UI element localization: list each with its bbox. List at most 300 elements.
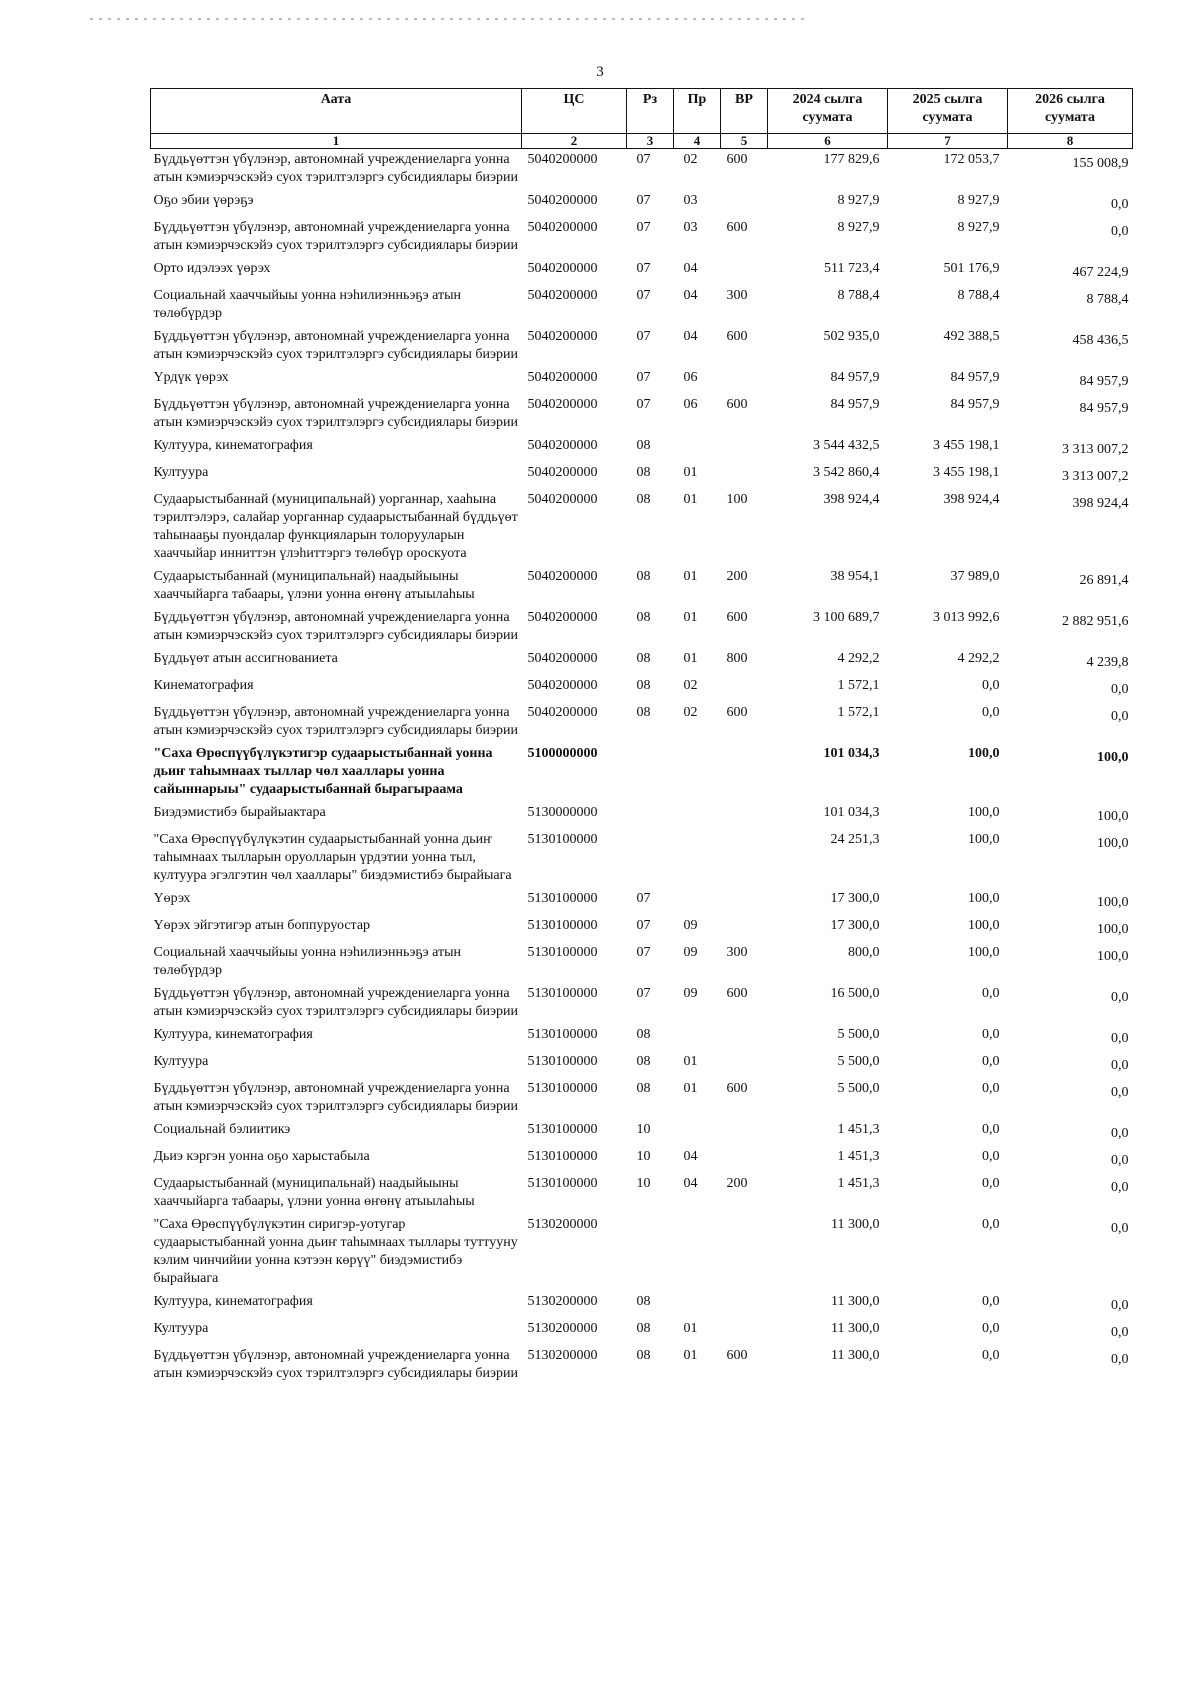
row-vr [721, 675, 768, 702]
row-amount-2025: 3 455 198,1 [933, 465, 1000, 480]
row-vr [721, 190, 768, 217]
row-amount-2024: 1 572,1 [837, 705, 880, 720]
row-rz: 07 [636, 986, 651, 1001]
table-row [151, 1345, 1133, 1386]
header-2024: 2024 сылга суумата [768, 89, 888, 134]
row-cs-code: 5130100000 [527, 1081, 598, 1096]
table-row [151, 888, 1133, 915]
row-vr [721, 1214, 768, 1291]
row-amount-2025: 3 455 198,1 [933, 438, 1000, 453]
row-vr [721, 802, 768, 829]
row-name: Социальнай хааччыйыы уонна нэһилиэнньэҕэ атын төлөбүрдэр [153, 945, 462, 978]
row-amount-2026: 0,0 [1111, 1325, 1129, 1340]
row-cs-code: 5040200000 [527, 492, 598, 507]
row-cs-code: 5040200000 [527, 651, 598, 666]
table-row [151, 1173, 1133, 1214]
row-name: Култуура [153, 1054, 209, 1069]
row-pr: 01 [683, 651, 698, 666]
row-vr: 600 [726, 610, 748, 625]
row-pr: 01 [683, 569, 698, 584]
row-amount-2025: 100,0 [968, 832, 1000, 847]
row-amount-2026: 458 436,5 [1072, 333, 1129, 348]
column-number: 3 [627, 134, 674, 149]
header-2026: 2026 сылга суумата [1008, 89, 1133, 134]
row-amount-2026: 3 313 007,2 [1062, 442, 1129, 457]
row-amount-2026: 0,0 [1111, 1126, 1129, 1141]
row-amount-2024: 84 957,9 [830, 397, 880, 412]
column-number: 1 [151, 134, 522, 149]
row-pr: 02 [683, 152, 698, 167]
row-amount-2026: 2 882 951,6 [1062, 614, 1129, 629]
row-amount-2025: 100,0 [968, 945, 1000, 960]
table-row [151, 1078, 1133, 1119]
row-pr [674, 1024, 721, 1051]
table-row [151, 394, 1133, 435]
row-pr: 06 [683, 397, 698, 412]
row-amount-2025: 0,0 [982, 1348, 1000, 1363]
row-rz: 07 [636, 891, 651, 906]
row-name: Бүддьүөттэн үбүлэнэр, автономнай учреждениеларга уонна атын кэмиэрчэскэйэ суох тэрилтэлэргэ субсидиялары биэрии [153, 705, 518, 738]
row-amount-2026: 100,0 [1097, 922, 1129, 937]
row-cs-code: 5130100000 [527, 1149, 598, 1164]
row-name: Бүддьүөттэн үбүлэнэр, автономнай учреждениеларга уонна атын кэмиэрчэскэйэ суох тэрилтэлэргэ субсидиялары биэрии [153, 1081, 518, 1114]
row-rz: 08 [636, 678, 651, 693]
table-row [151, 607, 1133, 648]
row-name: Дьиэ кэргэн уонна оҕо харыстабыла [153, 1149, 370, 1164]
row-amount-2025: 8 927,9 [957, 193, 1000, 208]
row-amount-2024: 3 100 689,7 [813, 610, 880, 625]
row-vr [721, 258, 768, 285]
row-pr: 01 [683, 465, 698, 480]
table-row [151, 489, 1133, 566]
row-amount-2025: 0,0 [982, 1294, 1000, 1309]
row-rz: 08 [636, 569, 651, 584]
table-row [151, 942, 1133, 983]
column-number: 4 [674, 134, 721, 149]
table-row [151, 566, 1133, 607]
row-pr [674, 1291, 721, 1318]
row-amount-2024: 502 935,0 [823, 329, 880, 344]
row-amount-2025: 398 924,4 [943, 492, 1000, 507]
row-cs-code: 5040200000 [527, 329, 598, 344]
row-pr [674, 802, 721, 829]
row-cs-code: 5130100000 [527, 891, 598, 906]
row-cs-code: 5130100000 [527, 832, 598, 847]
row-pr: 04 [683, 1149, 698, 1164]
row-amount-2024: 8 927,9 [837, 220, 880, 235]
row-amount-2024: 101 034,3 [823, 805, 880, 820]
row-vr [721, 829, 768, 888]
row-rz [627, 743, 674, 802]
row-amount-2025: 84 957,9 [950, 397, 1000, 412]
table-row [151, 743, 1133, 802]
row-amount-2024: 5 500,0 [837, 1027, 880, 1042]
row-name: "Саха Өрөспүүбүлүкэтин сиригэр-уотугар судаарыстыбаннай уонна дьиҥ таһымнаах тыллары туттууну кэлим чинчийии уонна кэтээн көрүү" биэдэмистибэ бырайыага [153, 1217, 518, 1286]
row-rz: 08 [636, 1348, 651, 1363]
table-row [151, 802, 1133, 829]
row-pr: 01 [683, 610, 698, 625]
row-cs-code: 5130000000 [527, 805, 598, 820]
row-amount-2024: 11 300,0 [831, 1321, 880, 1336]
header-row [151, 89, 1133, 134]
row-rz: 07 [636, 370, 651, 385]
row-amount-2026: 84 957,9 [1079, 401, 1129, 416]
table-row [151, 462, 1133, 489]
row-amount-2024: 101 034,3 [823, 746, 880, 761]
row-name: Социальнай хааччыйыы уонна нэһилиэнньэҕэ атын төлөбүрдэр [153, 288, 462, 321]
row-amount-2025: 0,0 [982, 1122, 1000, 1137]
row-name: Кинематография [153, 678, 254, 693]
budget-table [150, 88, 1133, 1386]
row-amount-2025: 0,0 [982, 678, 1000, 693]
row-amount-2026: 0,0 [1111, 1298, 1129, 1313]
row-name: Үрдүк үөрэх [153, 370, 229, 385]
header-vr: ВР [721, 89, 768, 134]
header-pr: Пр [674, 89, 721, 134]
row-cs-code: 5100000000 [527, 746, 598, 761]
header-name: Аата [151, 89, 522, 134]
row-rz: 08 [636, 705, 651, 720]
row-name: Бүддьүөт атын ассигнованиета [153, 651, 338, 666]
row-rz: 07 [636, 288, 651, 303]
row-amount-2024: 16 500,0 [830, 986, 880, 1001]
row-cs-code: 5040200000 [527, 370, 598, 385]
row-vr: 600 [726, 986, 748, 1001]
row-amount-2025: 0,0 [982, 1054, 1000, 1069]
row-name: Култуура [153, 465, 209, 480]
row-name: Оҕо эбии үөрэҕэ [153, 193, 254, 208]
row-amount-2025: 8 788,4 [957, 288, 1000, 303]
row-name: Социальнай бэлиитикэ [153, 1122, 291, 1137]
column-number: 8 [1008, 134, 1133, 149]
row-cs-code: 5040200000 [527, 465, 598, 480]
row-pr: 09 [683, 945, 698, 960]
row-amount-2025: 0,0 [982, 1081, 1000, 1096]
row-cs-code: 5130200000 [527, 1217, 598, 1232]
row-amount-2024: 17 300,0 [830, 891, 880, 906]
row-amount-2026: 0,0 [1111, 709, 1129, 724]
row-amount-2026: 0,0 [1111, 990, 1129, 1005]
row-amount-2026: 4 239,8 [1086, 655, 1129, 670]
header-2025: 2025 сылга суумата [888, 89, 1008, 134]
row-rz: 07 [636, 152, 651, 167]
table-row [151, 1214, 1133, 1291]
row-vr: 200 [726, 569, 748, 584]
row-amount-2024: 11 300,0 [831, 1348, 880, 1363]
row-pr: 01 [683, 1054, 698, 1069]
row-amount-2026: 0,0 [1111, 1085, 1129, 1100]
header-cs: ЦС [522, 89, 627, 134]
row-rz: 10 [636, 1149, 651, 1164]
row-cs-code: 5040200000 [527, 397, 598, 412]
row-amount-2025: 100,0 [968, 805, 1000, 820]
row-pr: 09 [683, 986, 698, 1001]
row-pr: 01 [683, 492, 698, 507]
row-pr [674, 743, 721, 802]
row-amount-2026: 84 957,9 [1079, 374, 1129, 389]
row-amount-2024: 38 954,1 [830, 569, 880, 584]
row-cs-code: 5130100000 [527, 1027, 598, 1042]
row-rz: 08 [636, 1321, 651, 1336]
row-amount-2025: 0,0 [982, 1027, 1000, 1042]
row-amount-2024: 17 300,0 [830, 918, 880, 933]
row-pr: 04 [683, 261, 698, 276]
row-vr [721, 435, 768, 462]
table-row [151, 1318, 1133, 1345]
row-amount-2024: 3 544 432,5 [813, 438, 880, 453]
column-number: 5 [721, 134, 768, 149]
row-vr: 200 [726, 1176, 748, 1191]
row-amount-2025: 0,0 [982, 1321, 1000, 1336]
row-vr [721, 1024, 768, 1051]
row-vr: 600 [726, 152, 748, 167]
row-pr: 01 [683, 1321, 698, 1336]
row-vr: 800 [726, 651, 748, 666]
row-amount-2025: 100,0 [968, 746, 1000, 761]
row-vr [721, 1291, 768, 1318]
row-pr [674, 888, 721, 915]
row-amount-2024: 1 451,3 [837, 1149, 880, 1164]
row-cs-code: 5040200000 [527, 438, 598, 453]
table-row [151, 1024, 1133, 1051]
row-amount-2024: 4 292,2 [837, 651, 880, 666]
row-vr [721, 1146, 768, 1173]
row-amount-2026: 100,0 [1097, 750, 1129, 765]
row-pr: 01 [683, 1081, 698, 1096]
row-amount-2024: 1 451,3 [837, 1176, 880, 1191]
row-name: Судаарыстыбаннай (муниципальнай) наадыйыыны хааччыйарга табаары, үлэни уонна өҥөнү атыылаһыы [153, 1176, 475, 1209]
row-pr [674, 435, 721, 462]
row-pr: 09 [683, 918, 698, 933]
row-cs-code: 5040200000 [527, 261, 598, 276]
row-amount-2026: 0,0 [1111, 682, 1129, 697]
row-amount-2025: 100,0 [968, 918, 1000, 933]
table-row [151, 915, 1133, 942]
column-number-row [151, 134, 1133, 149]
row-amount-2024: 8 788,4 [837, 288, 880, 303]
row-name: Судаарыстыбаннай (муниципальнай) уорганнар, хааһына тэрилтэлэрэ, салайар уорганнар судаарыстыбаннай бүддьүөт таһынааҕы пуондалар функцияларын толорууларын хааччыйар инниттэн үлэһиттэргэ төлөбүр ороскуота [153, 492, 518, 561]
row-rz: 08 [636, 438, 651, 453]
row-amount-2024: 398 924,4 [823, 492, 880, 507]
table-body [151, 149, 1133, 1387]
row-amount-2024: 5 500,0 [837, 1054, 880, 1069]
row-cs-code: 5040200000 [527, 193, 598, 208]
row-cs-code: 5130100000 [527, 945, 598, 960]
row-amount-2024: 511 723,4 [824, 261, 880, 276]
row-amount-2025: 84 957,9 [950, 370, 1000, 385]
row-rz: 08 [636, 610, 651, 625]
row-amount-2025: 492 388,5 [943, 329, 1000, 344]
table-row [151, 648, 1133, 675]
row-cs-code: 5040200000 [527, 152, 598, 167]
row-cs-code: 5130200000 [527, 1321, 598, 1336]
row-name: Биэдэмистибэ бырайыактара [153, 805, 326, 820]
table-row [151, 983, 1133, 1024]
row-vr [721, 1318, 768, 1345]
row-rz [627, 829, 674, 888]
row-pr: 06 [683, 370, 698, 385]
row-name: Култуура [153, 1321, 209, 1336]
row-cs-code: 5040200000 [527, 569, 598, 584]
row-cs-code: 5040200000 [527, 610, 598, 625]
table-row [151, 702, 1133, 743]
table-row [151, 258, 1133, 285]
row-amount-2025: 501 176,9 [943, 261, 1000, 276]
row-rz: 08 [636, 1294, 651, 1309]
row-pr: 04 [683, 288, 698, 303]
row-rz [627, 1214, 674, 1291]
row-vr: 100 [726, 492, 748, 507]
table-row [151, 1119, 1133, 1146]
table-header [151, 89, 1133, 149]
row-amount-2024: 3 542 860,4 [813, 465, 880, 480]
row-vr [721, 1051, 768, 1078]
row-amount-2024: 800,0 [848, 945, 880, 960]
budget-table-container [150, 88, 1132, 1386]
row-rz: 08 [636, 492, 651, 507]
row-amount-2024: 24 251,3 [830, 832, 880, 847]
row-amount-2024: 177 829,6 [823, 152, 880, 167]
row-name: Култуура, кинематография [153, 438, 313, 453]
row-rz: 08 [636, 1081, 651, 1096]
row-name: Бүддьүөттэн үбүлэнэр, автономнай учреждениеларга уонна атын кэмиэрчэскэйэ суох тэрилтэлэргэ субсидиялары биэрии [153, 986, 518, 1019]
column-number: 7 [888, 134, 1008, 149]
row-pr [674, 829, 721, 888]
table-row [151, 435, 1133, 462]
row-amount-2024: 11 300,0 [831, 1217, 880, 1232]
table-row [151, 1146, 1133, 1173]
row-amount-2025: 37 989,0 [950, 569, 1000, 584]
row-amount-2025: 0,0 [982, 705, 1000, 720]
row-vr: 600 [726, 397, 748, 412]
row-rz: 07 [636, 193, 651, 208]
row-amount-2025: 172 053,7 [943, 152, 1000, 167]
row-amount-2025: 0,0 [982, 1217, 1000, 1232]
row-pr: 03 [683, 220, 698, 235]
row-amount-2026: 0,0 [1111, 1221, 1129, 1236]
table-row [151, 829, 1133, 888]
row-amount-2026: 0,0 [1111, 1352, 1129, 1367]
row-name: "Саха Өрөспүүбүлүкэтигэр судаарыстыбаннай уонна дьиҥ таһымнаах тыллар чөл хааллары уонна сайыннарыы" судаарыстыбаннай бырагыраама [153, 746, 493, 797]
row-rz: 08 [636, 465, 651, 480]
row-rz: 07 [636, 220, 651, 235]
row-vr: 300 [726, 945, 748, 960]
row-amount-2025: 8 927,9 [957, 220, 1000, 235]
row-amount-2024: 5 500,0 [837, 1081, 880, 1096]
row-vr: 600 [726, 705, 748, 720]
row-rz: 07 [636, 397, 651, 412]
row-cs-code: 5130100000 [527, 1176, 598, 1191]
row-rz: 07 [636, 261, 651, 276]
row-vr [721, 743, 768, 802]
table-row [151, 367, 1133, 394]
row-amount-2026: 0,0 [1111, 224, 1129, 239]
row-name: Бүддьүөттэн үбүлэнэр, автономнай учреждениеларга уонна атын кэмиэрчэскэйэ суох тэрилтэлэргэ субсидиялары биэрии [153, 329, 518, 362]
row-amount-2026: 0,0 [1111, 1031, 1129, 1046]
row-name: Үөрэх эйгэтигэр атын боппуруостар [153, 918, 371, 933]
row-amount-2026: 26 891,4 [1079, 573, 1129, 588]
row-vr: 600 [726, 329, 748, 344]
row-amount-2026: 100,0 [1097, 809, 1129, 824]
row-cs-code: 5040200000 [527, 220, 598, 235]
row-name: Култуура, кинематография [153, 1294, 313, 1309]
row-cs-code: 5040200000 [527, 705, 598, 720]
row-amount-2024: 1 572,1 [837, 678, 880, 693]
row-pr: 02 [683, 705, 698, 720]
row-pr: 04 [683, 329, 698, 344]
row-name: Үөрэх [153, 891, 191, 906]
table-row [151, 149, 1133, 191]
table-row [151, 285, 1133, 326]
row-rz [627, 802, 674, 829]
row-name: Орто идэлээх үөрэх [153, 261, 271, 276]
row-vr [721, 462, 768, 489]
row-cs-code: 5040200000 [527, 678, 598, 693]
page-number: 3 [596, 64, 604, 80]
row-name: Бүддьүөттэн үбүлэнэр, автономнай учреждениеларга уонна атын кэмиэрчэскэйэ суох тэрилтэлэргэ субсидиялары биэрии [153, 152, 518, 185]
row-rz: 07 [636, 329, 651, 344]
row-amount-2026: 0,0 [1111, 197, 1129, 212]
row-amount-2025: 100,0 [968, 891, 1000, 906]
row-name: "Саха Өрөспүүбүлүкэтин судаарыстыбаннай уонна дьиҥ таһымнаах тылларын оруолларын үрдэтии уонна тыл, култуура эгэлгэтин чөл хааллары" биэдэмистибэ бырайыага [153, 832, 512, 883]
row-vr [721, 367, 768, 394]
row-amount-2024: 84 957,9 [830, 370, 880, 385]
row-rz: 07 [636, 918, 651, 933]
row-pr: 04 [683, 1176, 698, 1191]
row-pr: 01 [683, 1348, 698, 1363]
header-rz: Рз [627, 89, 674, 134]
row-amount-2024: 8 927,9 [837, 193, 880, 208]
row-name: Судаарыстыбаннай (муниципальнай) наадыйыыны хааччыйарга табаары, үлэни уонна өҥөнү атыылаһыы [153, 569, 475, 602]
column-number: 2 [522, 134, 627, 149]
row-amount-2026: 467 224,9 [1072, 265, 1129, 280]
table-row [151, 1291, 1133, 1318]
row-cs-code: 5130200000 [527, 1348, 598, 1363]
row-name: Бүддьүөттэн үбүлэнэр, автономнай учреждениеларга уонна атын кэмиэрчэскэйэ суох тэрилтэлэргэ субсидиялары биэрии [153, 397, 518, 430]
row-amount-2024: 1 451,3 [837, 1122, 880, 1137]
row-pr: 03 [683, 193, 698, 208]
row-cs-code: 5130100000 [527, 1054, 598, 1069]
row-amount-2026: 398 924,4 [1072, 496, 1129, 511]
row-amount-2026: 0,0 [1111, 1153, 1129, 1168]
row-amount-2026: 0,0 [1111, 1180, 1129, 1195]
row-pr: 02 [683, 678, 698, 693]
row-vr: 600 [726, 1081, 748, 1096]
row-amount-2025: 0,0 [982, 1149, 1000, 1164]
row-amount-2024: 11 300,0 [831, 1294, 880, 1309]
row-rz: 10 [636, 1122, 651, 1137]
row-amount-2026: 100,0 [1097, 895, 1129, 910]
row-name: Култуура, кинематография [153, 1027, 313, 1042]
row-vr [721, 1119, 768, 1146]
row-rz: 08 [636, 651, 651, 666]
row-amount-2025: 4 292,2 [957, 651, 1000, 666]
scan-artifact-line [90, 18, 810, 20]
row-rz: 07 [636, 945, 651, 960]
row-pr [674, 1214, 721, 1291]
row-amount-2026: 100,0 [1097, 836, 1129, 851]
row-amount-2026: 0,0 [1111, 1058, 1129, 1073]
row-rz: 08 [636, 1054, 651, 1069]
row-cs-code: 5130100000 [527, 1122, 598, 1137]
row-cs-code: 5130100000 [527, 918, 598, 933]
row-amount-2026: 3 313 007,2 [1062, 469, 1129, 484]
row-amount-2026: 100,0 [1097, 949, 1129, 964]
table-row [151, 190, 1133, 217]
row-vr [721, 888, 768, 915]
row-vr: 600 [726, 1348, 748, 1363]
row-amount-2025: 3 013 992,6 [933, 610, 1000, 625]
